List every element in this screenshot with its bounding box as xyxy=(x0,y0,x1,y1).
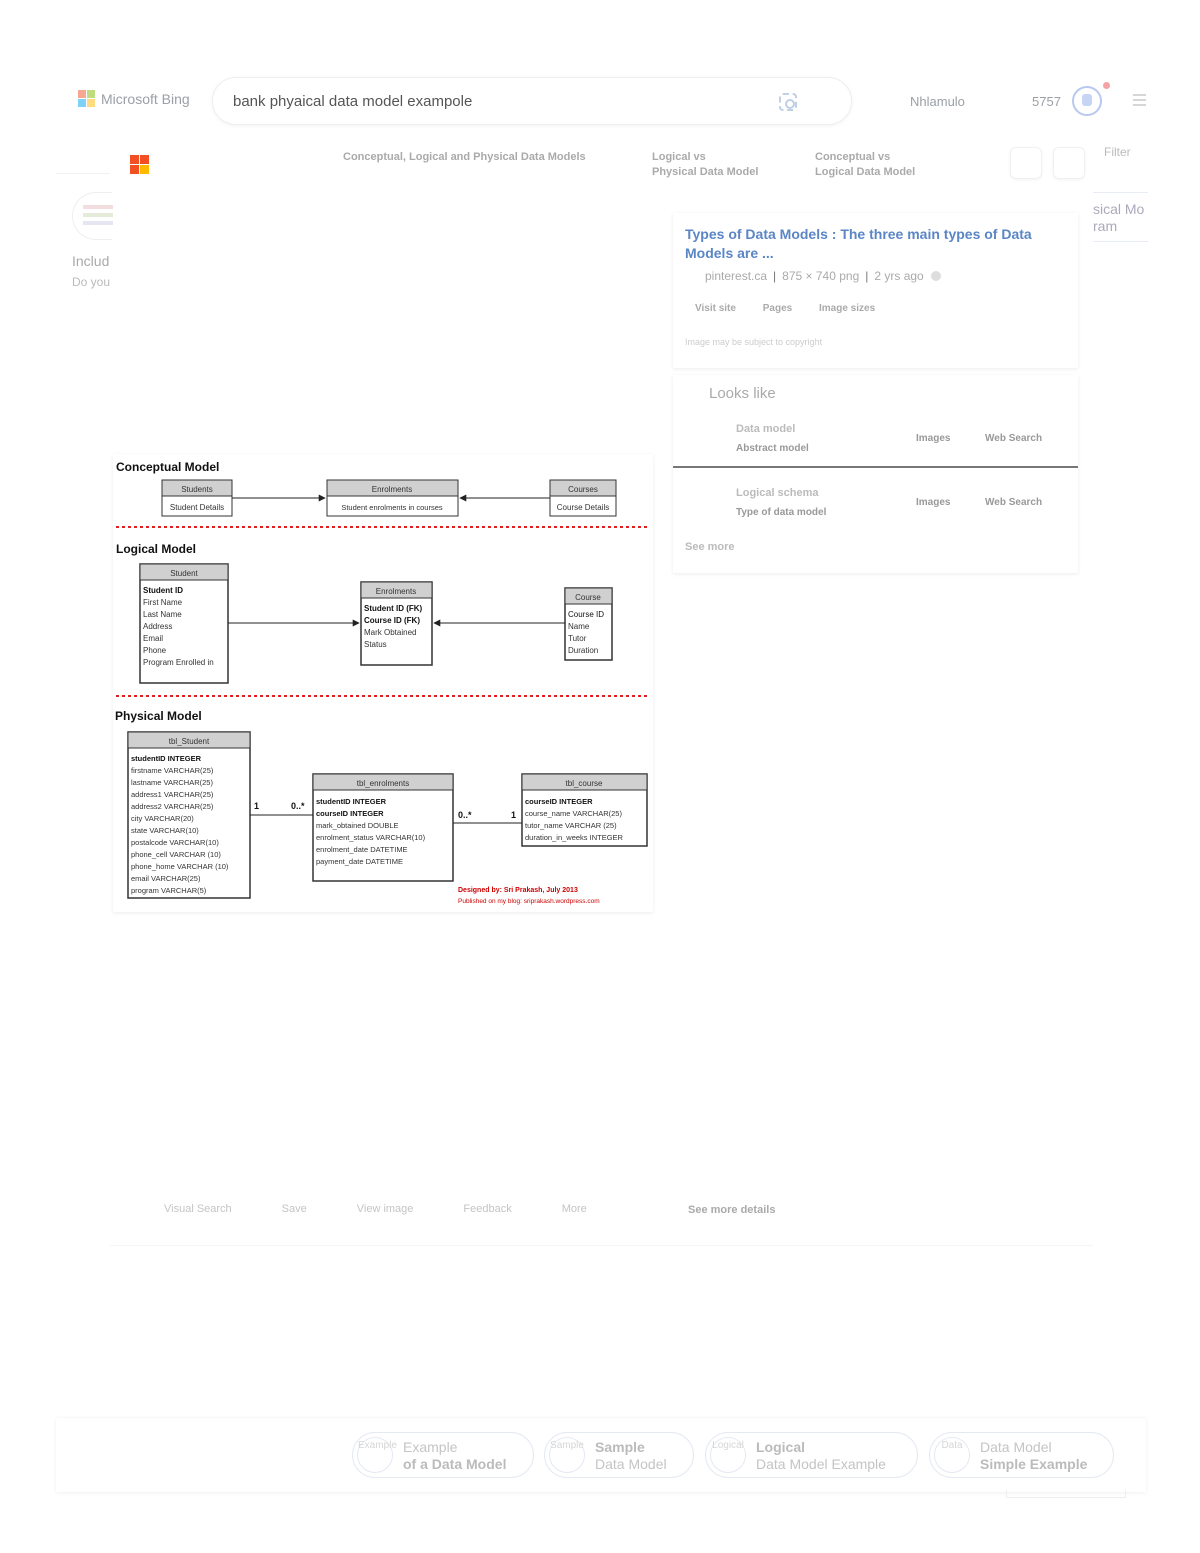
svg-text:Name: Name xyxy=(568,622,590,631)
looks-like-item[interactable] xyxy=(673,483,1078,533)
related-search-pill[interactable] xyxy=(352,1432,534,1478)
related-tab-label: Logical vs xyxy=(652,151,706,163)
related-tab-label: Logical Data Model xyxy=(815,166,916,178)
svg-text:Course: Course xyxy=(575,593,601,602)
expand-button[interactable] xyxy=(1010,147,1042,179)
physical-title: Physical Model xyxy=(115,709,202,723)
entity-title[interactable]: Logical schema xyxy=(736,487,819,499)
svg-text:state VARCHAR(10): state VARCHAR(10) xyxy=(131,826,199,835)
background-subtext: Do you xyxy=(72,275,111,289)
save-button[interactable]: Save xyxy=(281,1203,307,1215)
pill-label: of a Data Model xyxy=(403,1456,507,1472)
divider xyxy=(110,1245,1093,1246)
meta-separator: | xyxy=(865,269,869,283)
pages-button[interactable]: Pages xyxy=(762,303,793,314)
rewards-medal-icon[interactable] xyxy=(1072,86,1102,116)
svg-text:studentID INTEGER: studentID INTEGER xyxy=(316,797,387,806)
related-tab-1[interactable] xyxy=(343,150,586,165)
svg-text:Email: Email xyxy=(143,634,164,643)
pill-label: Logical xyxy=(756,1439,806,1455)
cardinality-label: 0..* xyxy=(458,810,472,820)
pill-thumbnail: Example xyxy=(357,1437,393,1473)
entity-subtitle: Abstract model xyxy=(736,443,809,454)
image-meta xyxy=(705,269,941,283)
svg-text:tbl_Student: tbl_Student xyxy=(168,737,210,746)
svg-text:tutor_name VARCHAR (25): tutor_name VARCHAR (25) xyxy=(525,821,617,830)
svg-text:Duration: Duration xyxy=(568,646,599,655)
svg-text:Courses: Courses xyxy=(568,485,598,494)
physical-enrolments xyxy=(313,774,453,881)
microsoft-logo-icon[interactable] xyxy=(130,155,149,174)
physical-student xyxy=(128,732,250,898)
looks-like-panel xyxy=(673,375,1078,573)
looks-like-item[interactable] xyxy=(673,419,1078,469)
svg-text:Mark Obtained: Mark Obtained xyxy=(364,628,417,637)
svg-text:payment_date DATETIME: payment_date DATETIME xyxy=(316,857,403,866)
svg-text:Tutor: Tutor xyxy=(568,634,587,643)
background-right-text: sical Mo xyxy=(1093,201,1145,217)
background-control xyxy=(1006,1490,1126,1498)
filter-button[interactable]: Filter xyxy=(1104,145,1131,159)
row-divider xyxy=(673,466,1078,468)
svg-text:phone_home VARCHAR (10): phone_home VARCHAR (10) xyxy=(131,862,229,871)
more-button[interactable]: More xyxy=(561,1203,587,1215)
microsoft-logo-icon xyxy=(78,90,95,107)
search-input[interactable]: bank phyaical data model exampole xyxy=(233,93,473,110)
svg-text:Last Name: Last Name xyxy=(143,610,182,619)
image-age: 2 yrs ago xyxy=(874,269,924,283)
see-more-link[interactable]: See more xyxy=(685,541,735,553)
svg-text:Student ID: Student ID xyxy=(143,586,183,595)
svg-text:Program Enrolled in: Program Enrolled in xyxy=(143,658,214,667)
meta-separator: | xyxy=(773,269,777,283)
related-tab-3[interactable] xyxy=(815,150,915,180)
see-more-details-link[interactable]: See more details xyxy=(688,1204,776,1216)
svg-text:phone_cell VARCHAR (10): phone_cell VARCHAR (10) xyxy=(131,850,221,859)
svg-text:Enrolments: Enrolments xyxy=(375,587,417,596)
related-search-pill[interactable] xyxy=(544,1432,694,1478)
svg-text:courseID INTEGER: courseID INTEGER xyxy=(525,797,593,806)
pill-label: Simple Example xyxy=(980,1456,1088,1472)
svg-text:lastname VARCHAR(25): lastname VARCHAR(25) xyxy=(131,778,213,787)
svg-text:Address: Address xyxy=(143,622,173,631)
web-search-button[interactable]: Web Search xyxy=(985,497,1043,508)
related-tab-label: Conceptual vs xyxy=(815,151,891,163)
search-box[interactable] xyxy=(212,77,852,125)
svg-text:program VARCHAR(5): program VARCHAR(5) xyxy=(131,886,207,895)
logical-title: Logical Model xyxy=(116,542,197,556)
related-search-pill[interactable] xyxy=(705,1432,918,1478)
data-model-diagram xyxy=(113,454,653,912)
svg-text:Course Details: Course Details xyxy=(556,503,610,512)
background-thumbnail xyxy=(72,192,112,240)
preview-image[interactable] xyxy=(113,454,653,912)
visual-search-icon[interactable] xyxy=(779,93,797,111)
logical-course xyxy=(565,588,612,660)
feedback-button[interactable]: Feedback xyxy=(463,1203,512,1215)
svg-text:Student ID (FK): Student ID (FK) xyxy=(364,604,423,613)
svg-text:Course ID: Course ID xyxy=(568,610,605,619)
physical-course xyxy=(522,774,647,846)
svg-text:enrolment_status VARCHAR(10): enrolment_status VARCHAR(10) xyxy=(316,833,426,842)
logical-enrolments xyxy=(361,582,432,665)
bing-logo[interactable] xyxy=(78,90,190,107)
source-domain[interactable]: pinterest.ca xyxy=(705,269,768,283)
credit-blog: Published on my blog: sriprakash.wordpress.com xyxy=(458,898,600,905)
related-tab-label: Physical Data Model xyxy=(652,166,759,178)
pill-label: Data Model xyxy=(980,1439,1052,1455)
svg-text:mark_obtained DOUBLE: mark_obtained DOUBLE xyxy=(316,821,399,830)
image-action-bar xyxy=(164,1203,637,1215)
visit-site-button[interactable]: Visit site xyxy=(695,303,736,314)
pill-label: Data Model Example xyxy=(756,1456,886,1472)
svg-text:Student: Student xyxy=(170,569,198,578)
cardinality-label: 1 xyxy=(254,801,260,811)
svg-text:course_name VARCHAR(25): course_name VARCHAR(25) xyxy=(525,809,622,818)
pill-label: Sample xyxy=(595,1439,645,1455)
view-image-button[interactable]: View image xyxy=(356,1203,414,1215)
related-tab-2[interactable] xyxy=(652,150,758,180)
conceptual-courses xyxy=(550,480,616,516)
background-divider xyxy=(56,173,110,174)
conceptual-enrolments xyxy=(327,480,458,516)
entity-subtitle: Type of data model xyxy=(736,507,827,518)
pill-thumbnail: Data xyxy=(934,1437,970,1473)
image-size: 875 × 740 png xyxy=(782,269,860,283)
svg-text:Enrolments: Enrolments xyxy=(371,485,413,494)
svg-text:city VARCHAR(20): city VARCHAR(20) xyxy=(131,814,194,823)
svg-text:address1 VARCHAR(25): address1 VARCHAR(25) xyxy=(131,790,214,799)
pill-thumbnail: Logical xyxy=(710,1437,746,1473)
notification-dot xyxy=(1103,82,1110,89)
svg-text:address2 VARCHAR(25): address2 VARCHAR(25) xyxy=(131,802,214,811)
svg-text:Course ID (FK): Course ID (FK) xyxy=(364,616,420,625)
background-right-card xyxy=(1093,192,1148,242)
user-name[interactable]: Nhlamulo xyxy=(910,94,965,109)
brand-name: Microsoft Bing xyxy=(101,90,190,107)
related-tab-label: Conceptual, Logical and Physical Data Models xyxy=(343,151,586,163)
svg-text:tbl_enrolments: tbl_enrolments xyxy=(356,779,410,788)
pill-label: Example xyxy=(403,1439,458,1455)
image-info-panel xyxy=(673,213,1078,368)
pill-label: Data Model xyxy=(595,1456,667,1472)
info-icon[interactable] xyxy=(931,271,941,281)
background-text: Includ xyxy=(72,253,110,269)
related-search-pill[interactable] xyxy=(929,1432,1114,1478)
logical-student xyxy=(140,564,228,683)
image-sizes-button[interactable]: Image sizes xyxy=(818,303,876,314)
rewards-points[interactable]: 5757 xyxy=(1032,94,1061,109)
svg-text:tbl_course: tbl_course xyxy=(565,779,603,788)
cardinality-label: 0..* xyxy=(291,801,305,811)
images-button[interactable]: Images xyxy=(916,433,951,444)
menu-icon[interactable] xyxy=(1133,94,1146,106)
svg-text:First Name: First Name xyxy=(143,598,183,607)
svg-text:studentID INTEGER: studentID INTEGER xyxy=(131,754,202,763)
svg-text:Student enrolments in courses: Student enrolments in courses xyxy=(341,503,443,512)
svg-text:postalcode VARCHAR(10): postalcode VARCHAR(10) xyxy=(131,838,219,847)
entity-title[interactable]: Data model xyxy=(736,423,796,435)
svg-text:duration_in_weeks INTEGER: duration_in_weeks INTEGER xyxy=(525,833,623,842)
credit-designer: Designed by: Sri Prakash, July 2013 xyxy=(458,887,578,894)
conceptual-students xyxy=(162,480,232,516)
images-button[interactable]: Images xyxy=(916,497,951,508)
svg-text:Students: Students xyxy=(181,485,213,494)
image-title-link[interactable]: Types of Data Models : The three main types of Data Models are ... xyxy=(685,226,1032,261)
copyright-notice: Image may be subject to copyright xyxy=(685,337,823,347)
looks-like-heading: Looks like xyxy=(709,385,776,402)
svg-text:enrolment_date DATETIME: enrolment_date DATETIME xyxy=(316,845,408,854)
panel-actions xyxy=(695,303,899,314)
web-search-button[interactable]: Web Search xyxy=(985,433,1043,444)
svg-text:Status: Status xyxy=(364,640,387,649)
cardinality-label: 1 xyxy=(511,810,517,820)
visual-search-button[interactable]: Visual Search xyxy=(164,1203,232,1215)
pill-thumbnail: Sample xyxy=(549,1437,585,1473)
background-right-text: ram xyxy=(1093,218,1118,234)
svg-text:courseID INTEGER: courseID INTEGER xyxy=(316,809,384,818)
svg-text:email VARCHAR(25): email VARCHAR(25) xyxy=(131,874,201,883)
close-button[interactable] xyxy=(1053,147,1085,179)
conceptual-title: Conceptual Model xyxy=(116,460,220,474)
svg-text:Student Details: Student Details xyxy=(169,503,225,512)
svg-text:firstname VARCHAR(25): firstname VARCHAR(25) xyxy=(131,766,214,775)
svg-text:Phone: Phone xyxy=(143,646,167,655)
